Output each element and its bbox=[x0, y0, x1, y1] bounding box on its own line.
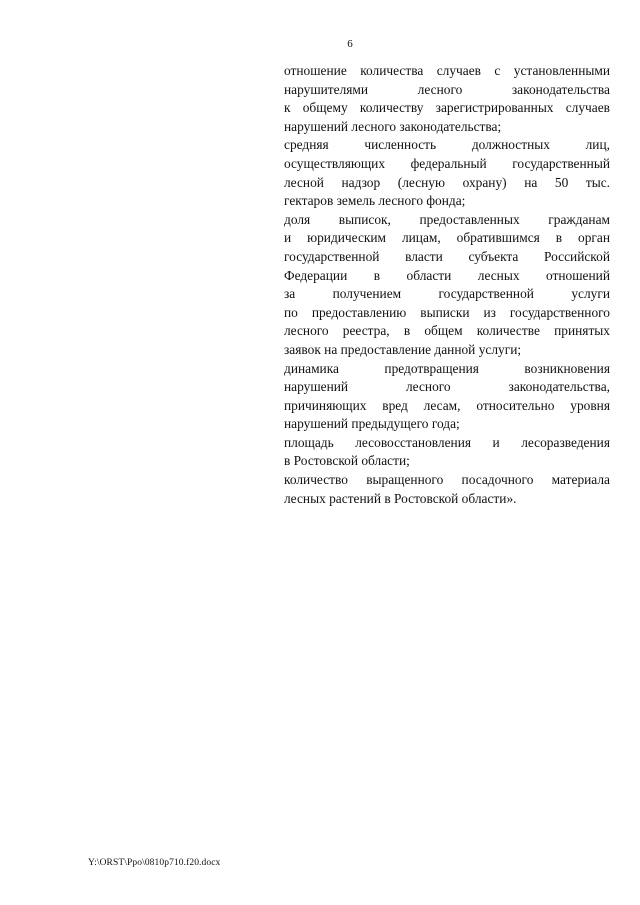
body-text bbox=[284, 62, 610, 508]
text-line: лесных растений в Ростовской области». bbox=[284, 490, 517, 506]
text-line: лесного реестра, в общем количестве принятых bbox=[284, 323, 610, 339]
text-line: нарушений предыдущего года; bbox=[284, 416, 460, 432]
text-line: к общему количеству зарегистрированных случаев bbox=[284, 100, 610, 116]
paragraph bbox=[284, 360, 610, 434]
paragraph bbox=[284, 434, 610, 471]
text-line: государственной власти субъекта Российской bbox=[284, 248, 610, 264]
footer-file-path: Y:\ORST\Ppo\0810p710.f20.docx bbox=[88, 858, 221, 868]
text-line: по предоставлению выписки из государственного bbox=[284, 304, 610, 320]
paragraph bbox=[284, 471, 610, 508]
text-line: осуществляющих федеральный государственный bbox=[284, 155, 610, 171]
paragraph bbox=[284, 211, 610, 360]
paragraph bbox=[284, 62, 610, 136]
text-line: лесной надзор (лесную охрану) на 50 тыс. bbox=[284, 174, 610, 190]
page-number: 6 bbox=[347, 38, 353, 50]
paragraph bbox=[284, 136, 610, 210]
text-line: количество выращенного посадочного материала bbox=[284, 472, 610, 488]
text-line: причиняющих вред лесам, относительно уровня bbox=[284, 397, 610, 413]
text-line: нарушителями лесного законодательства bbox=[284, 81, 610, 97]
text-line: средняя численность должностных лиц, bbox=[284, 137, 610, 153]
text-line: площадь лесовосстановления и лесоразведения bbox=[284, 434, 610, 450]
text-line: заявок на предоставление данной услуги; bbox=[284, 341, 522, 357]
text-line: гектаров земель лесного фонда; bbox=[284, 193, 466, 209]
text-line: Федерации в области лесных отношений bbox=[284, 267, 610, 283]
text-line: за получением государственной услуги bbox=[284, 286, 610, 302]
text-line: нарушений лесного законодательства, bbox=[284, 379, 610, 395]
text-line: нарушений лесного законодательства; bbox=[284, 118, 502, 134]
text-line: динамика предотвращения возникновения bbox=[284, 360, 610, 376]
text-line: отношение количества случаев с установленными bbox=[284, 63, 610, 78]
text-line: доля выписок, предоставленных гражданам bbox=[284, 211, 610, 227]
text-line: и юридическим лицам, обратившимся в орган bbox=[284, 230, 610, 246]
text-line: в Ростовской области; bbox=[284, 453, 410, 469]
